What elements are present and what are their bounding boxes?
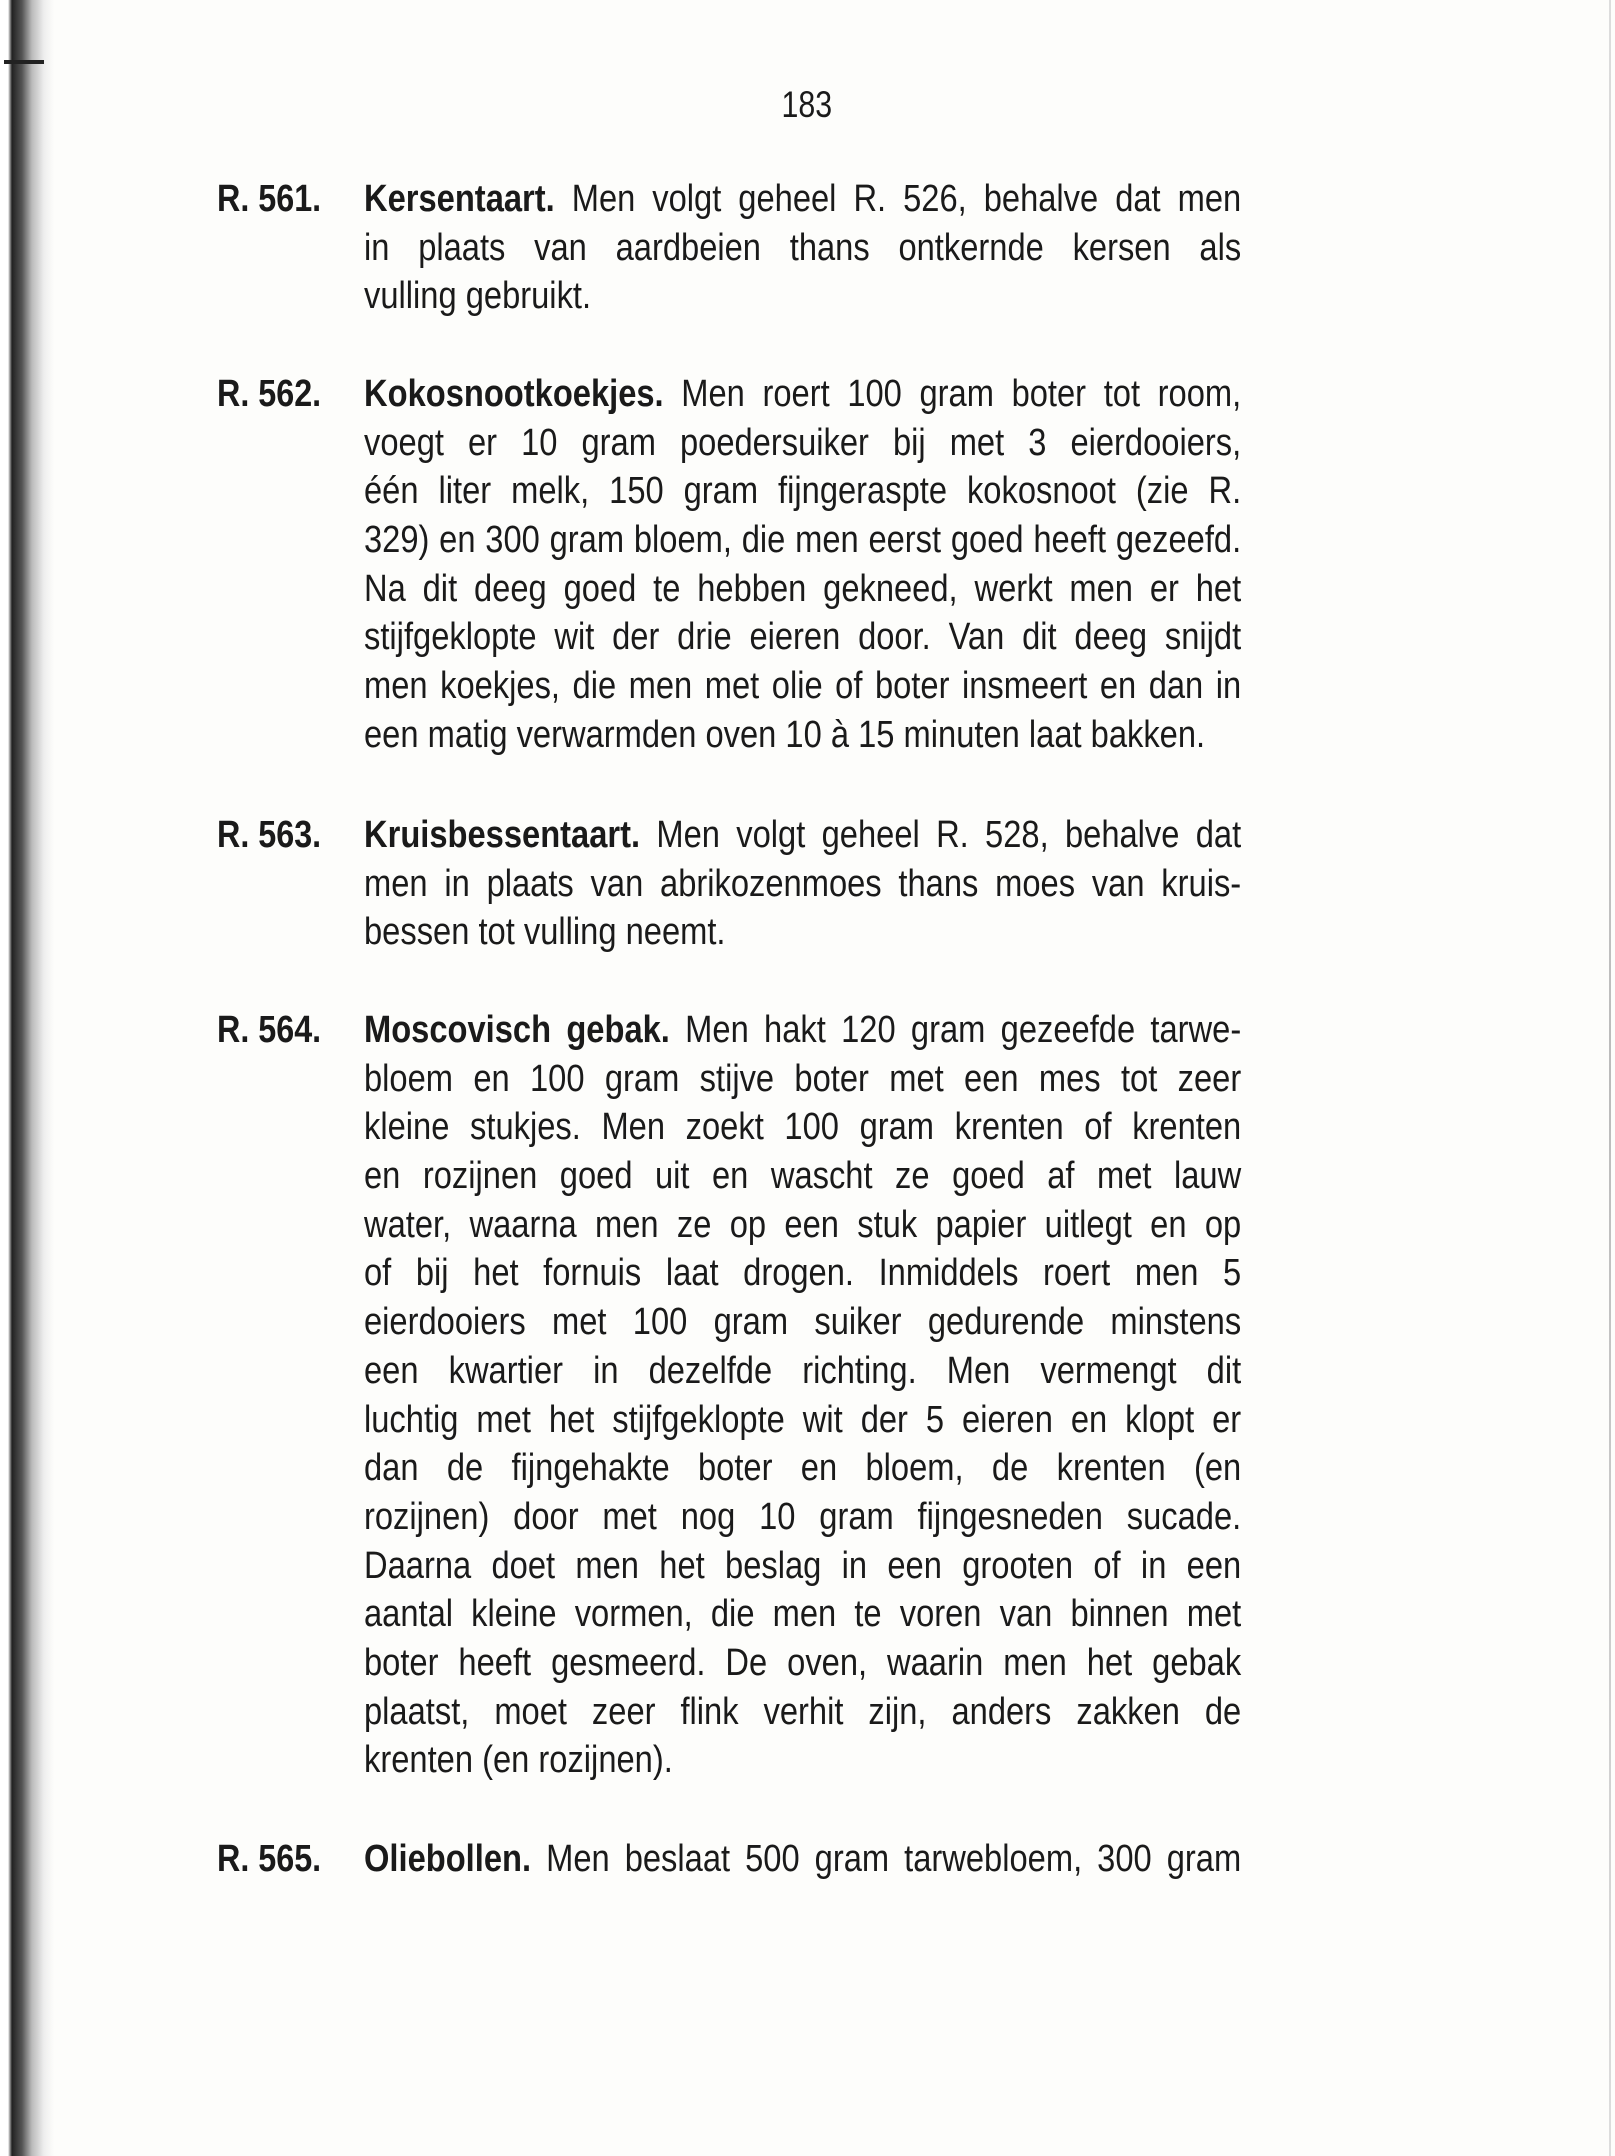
text-line <box>364 1688 1384 1737</box>
line-text: Men volgt geheel R. 526, behalve dat men <box>571 178 1242 220</box>
recipe-number: R. 561. <box>217 178 322 220</box>
text-line <box>364 419 1384 468</box>
recipe-number: R. 562. <box>217 373 322 415</box>
text-line <box>364 175 1384 224</box>
recipe-title: Kokosnootkoekjes. <box>364 373 664 415</box>
page-number-text: 183 <box>781 84 833 125</box>
line-text: luchtig met het stijfgeklopte wit der 5 eieren en klopt er <box>364 1398 1242 1441</box>
recipe-body <box>364 811 1384 957</box>
line-text: één liter melk, 150 gram fijngeraspte kokosnoot (zie R. <box>364 470 1242 513</box>
text-line <box>364 1006 1384 1055</box>
line-text: men koekjes, die men met olie of boter insmeert en dan in <box>364 665 1242 708</box>
text-line <box>364 1201 1384 1250</box>
text-line-content <box>364 1396 1241 1445</box>
text-line <box>364 860 1384 909</box>
recipe-body <box>364 370 1384 760</box>
text-line-content <box>364 419 1241 468</box>
text-line-content <box>364 1006 1241 1055</box>
recipe-title: Moscovisch gebak. <box>364 1009 670 1051</box>
text-line <box>364 613 1384 662</box>
line-text: dan de fijngehakte boter en bloem, de krenten (en <box>364 1447 1242 1490</box>
text-line-content <box>364 1542 1241 1591</box>
line-text: in plaats van aardbeien thans ontkernde kersen als <box>364 226 1242 269</box>
recipe-title: Kruisbessentaart. <box>364 814 641 856</box>
text-line-content <box>364 908 1241 957</box>
text-line-content <box>364 1103 1241 1152</box>
line-text: of bij het fornuis laat drogen. Inmiddels roert men 5 <box>364 1252 1242 1295</box>
recipe-body <box>364 1835 1384 1884</box>
line-text: Men beslaat 500 gram tarwebloem, 300 gram <box>546 1838 1242 1880</box>
text-line-content <box>364 662 1241 711</box>
line-text: aantal kleine vormen, die men te voren van binnen met <box>364 1593 1242 1636</box>
text-line-content <box>364 1298 1241 1347</box>
line-text: voegt er 10 gram poedersuiker bij met 3 eierdooiers, <box>364 421 1242 464</box>
recipe-number: R. 563. <box>217 814 322 856</box>
text-line <box>364 272 1384 321</box>
text-line-content <box>364 272 1241 321</box>
page-edge <box>1609 0 1611 2156</box>
line-text: en rozijnen goed uit en wascht ze goed af met lauw <box>364 1155 1242 1198</box>
line-text: Men roert 100 gram boter tot room, <box>681 373 1242 415</box>
text-line-content <box>364 1835 1241 1884</box>
recipe-number: R. 565. <box>217 1838 322 1880</box>
text-line-content <box>364 1347 1241 1396</box>
line-text: een kwartier in dezelfde richting. Men vermengt dit <box>364 1349 1242 1392</box>
line-text: Na dit deeg goed te hebben gekneed, werkt men er het <box>364 567 1242 610</box>
recipe-title: Kersentaart. <box>364 178 555 220</box>
book-binding-edge <box>0 0 54 2156</box>
line-text: boter heeft gesmeerd. De oven, waarin men het gebak <box>364 1641 1242 1684</box>
line-text: Men hakt 120 gram gezeefde tarwe- <box>685 1009 1242 1051</box>
line-text: krenten (en rozijnen). <box>364 1739 673 1782</box>
text-line <box>364 1542 1384 1591</box>
line-text: eierdooiers met 100 gram suiker gedurende minstens <box>364 1301 1242 1344</box>
line-text: plaatst, moet zeer flink verhit zijn, anders zakken de <box>364 1690 1242 1733</box>
text-line-content <box>364 1493 1241 1542</box>
text-line-content <box>364 1736 1241 1785</box>
line-text: rozijnen) door met nog 10 gram fijngesneden sucade. <box>364 1495 1242 1538</box>
text-line <box>364 1736 1384 1785</box>
text-line <box>364 565 1384 614</box>
text-line-content <box>364 565 1241 614</box>
text-line <box>364 1249 1384 1298</box>
line-text: bloem en 100 gram stijve boter met een mes tot zeer <box>364 1057 1242 1100</box>
text-line <box>364 1590 1384 1639</box>
text-line <box>364 908 1384 957</box>
line-text: bessen tot vulling neemt. <box>364 911 726 954</box>
text-line-content <box>364 811 1241 860</box>
text-line <box>364 224 1384 273</box>
text-line-content <box>364 1590 1241 1639</box>
text-line <box>364 467 1384 516</box>
text-line-content <box>364 711 1241 760</box>
page-number <box>145 84 1469 126</box>
text-line <box>364 662 1384 711</box>
line-text: stijfgeklopte wit der drie eieren door. Van dit deeg snijdt <box>364 616 1242 659</box>
text-line-content <box>364 860 1241 909</box>
recipe-title: Oliebollen. <box>364 1838 532 1880</box>
recipe-body <box>364 175 1384 321</box>
text-line <box>364 1152 1384 1201</box>
text-line-content <box>364 516 1241 565</box>
text-line <box>364 1639 1384 1688</box>
text-line-content <box>364 1688 1241 1737</box>
text-line-content <box>364 467 1241 516</box>
text-line-content <box>364 175 1241 224</box>
text-line <box>364 1396 1384 1445</box>
text-line-content <box>364 1249 1241 1298</box>
text-line <box>364 370 1384 419</box>
text-line-content <box>364 1639 1241 1688</box>
text-line <box>364 516 1384 565</box>
line-text: een matig verwarmden oven 10 à 15 minuten laat bakken. <box>364 713 1206 756</box>
text-line-content <box>364 370 1241 419</box>
text-line-content <box>364 1201 1241 1250</box>
text-line <box>364 1055 1384 1104</box>
text-line <box>364 1444 1384 1493</box>
text-line-content <box>364 1055 1241 1104</box>
text-line-content <box>364 1152 1241 1201</box>
line-text: Daarna doet men het beslag in een grooten of in een <box>364 1544 1242 1587</box>
text-line-content <box>364 1444 1241 1493</box>
line-text: men in plaats van abrikozenmoes thans moes van kruis- <box>364 862 1242 905</box>
line-text: kleine stukjes. Men zoekt 100 gram krenten of krenten <box>364 1106 1242 1149</box>
recipe-number: R. 564. <box>217 1009 322 1051</box>
text-line <box>364 1493 1384 1542</box>
line-text: Men volgt geheel R. 528, behalve dat <box>656 814 1242 856</box>
text-line-content <box>364 613 1241 662</box>
line-text: water, waarna men ze op een stuk papier uitlegt en op <box>364 1203 1242 1246</box>
text-line <box>364 1103 1384 1152</box>
text-line <box>364 811 1384 860</box>
text-line <box>364 1835 1384 1884</box>
text-line-content <box>364 224 1241 273</box>
text-line <box>364 1298 1384 1347</box>
recipe-body <box>364 1006 1384 1785</box>
text-line <box>364 1347 1384 1396</box>
line-text: 329) en 300 gram bloem, die men eerst goed heeft gezeefd. <box>364 519 1242 562</box>
text-line <box>364 711 1384 760</box>
line-text: vulling gebruikt. <box>364 275 592 318</box>
